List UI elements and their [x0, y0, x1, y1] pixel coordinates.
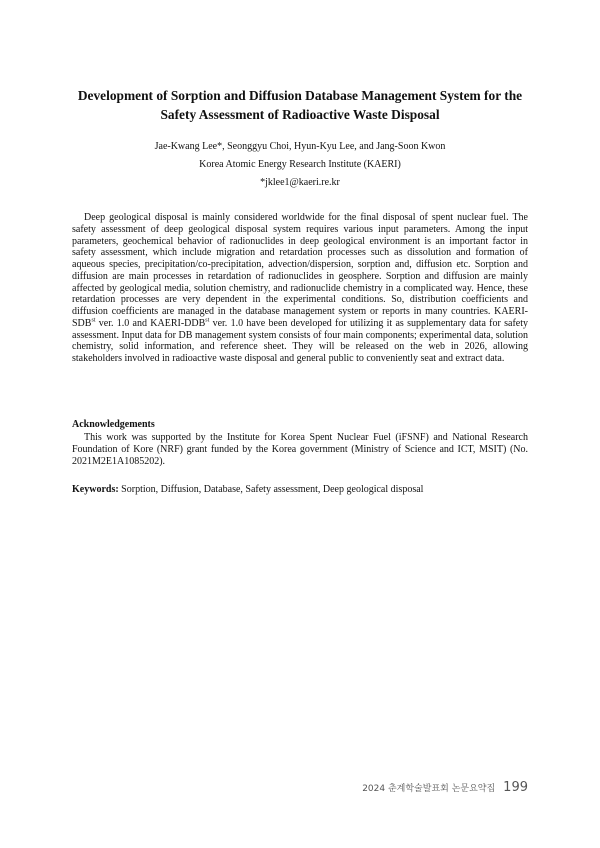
page-number: 199	[503, 780, 528, 795]
page-footer	[362, 780, 528, 795]
keywords-text: Sorption, Diffusion, Database, Safety assessment, Deep geological disposal	[118, 484, 424, 495]
footer-proceedings-title: 2024 춘계학술발표회 논문요약집	[362, 784, 496, 794]
acknowledgements-body: This work was supported by the Institute for Korea Spent Nuclear Fuel (iFSNF) and National Research Foundation of Kore (NRF) grant funded by the Korea government (Ministry of Science and ICT, MSIT) (No. 2021M2E1A1085202).	[72, 432, 528, 467]
title-line-2: Safety Assessment of Radioactive Waste Disposal	[160, 107, 440, 122]
title-line-1: Development of Sorption and Diffusion Database Management System for the	[77, 88, 523, 103]
keywords-line	[72, 484, 528, 496]
abstract-text-3: ver. 1.0 have been developed for utilizing it as supplementary data for safety assessment. Input data for DB management system consists of four main components; experimental data, solution chemistry, solid information, and reference sheet. They will be released on the web in 2026, allowing stakeholders involved in radioactive waste disposal and general public to conveniently seat and extract data.	[72, 317, 528, 364]
author-list: Jae-Kwang Lee*, Seonggyu Choi, Hyun-Kyu Lee, and Jang-Soon Kwon	[154, 141, 446, 152]
abstract-text-1: Deep geological disposal is mainly considered worldwide for the final disposal of spent nuclear fuel. The safety assessment of deep geological disposal system requires various input parameters. Among the input parameters, geochemical behavior of radionuclides in deep geological environment is an important factor in safety assessment, which include migration and retardation processes such as dissolution and formation of aqueous species, precipitation/co-precipitation, advection/dispersion, sorption and, diffusion etc. Sorption and diffusion are main processes in retardation of radionuclides in geosphere. Sorption and diffusion are mainly affected by geological media, solution chemistry, and radionuclide chemistry in a complicated way. Hence, these retardation processes are very dependent in the experimental conditions. So, distribution coefficients and diffusion coefficients are managed in the database management system or reports in many countries. KAERI-SDB	[72, 212, 528, 329]
affiliation: Korea Atomic Energy Research Institute (KAERI)	[199, 159, 401, 170]
corresponding-email: *jklee1@kaeri.re.kr	[260, 177, 340, 188]
paper-title	[70, 86, 530, 124]
superscript-2: st	[205, 317, 210, 324]
acknowledgements-heading: Acknowledgements	[72, 419, 155, 430]
keywords-label: Keywords:	[72, 484, 119, 495]
superscript-1: st	[91, 317, 96, 324]
abstract-paragraph	[72, 212, 528, 365]
abstract-text-2: ver. 1.0 and KAERI-DDB	[95, 317, 206, 329]
